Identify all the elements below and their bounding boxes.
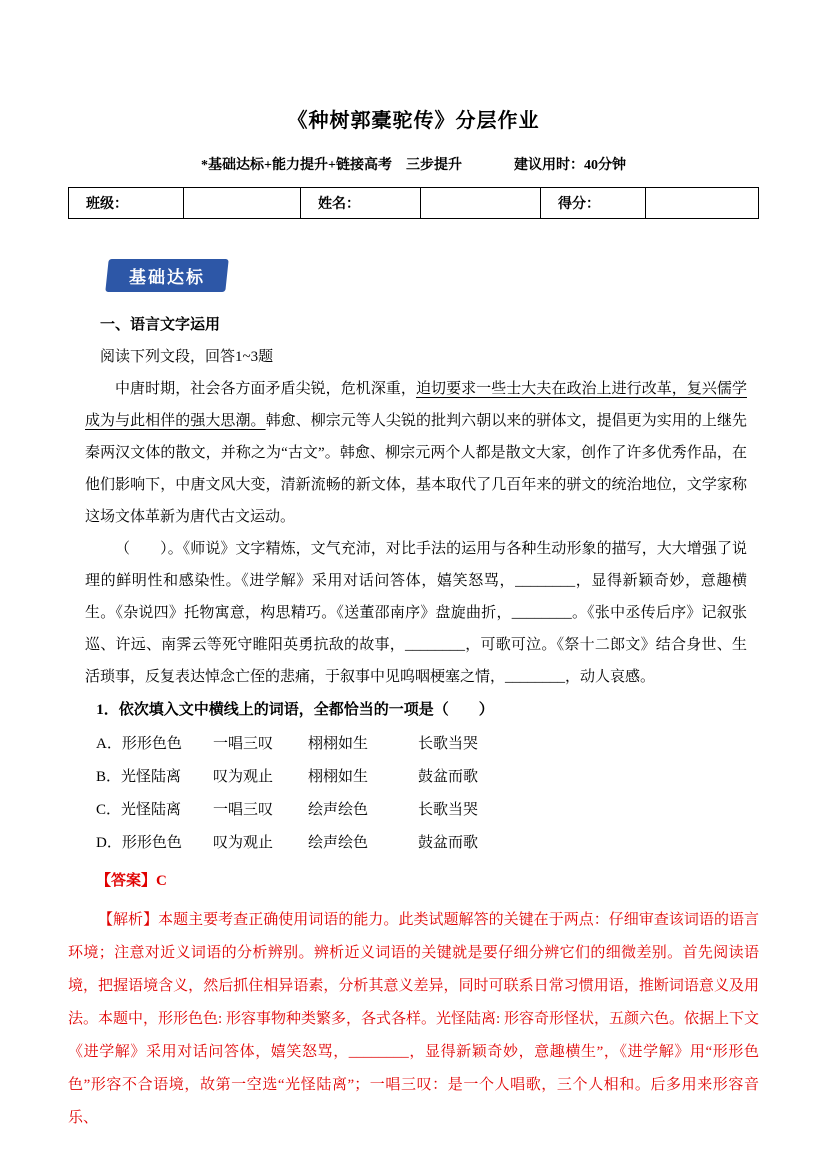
option-word: 栩栩如生 [308,768,369,785]
option-A [96,727,747,760]
name-label: 姓名： [301,188,421,219]
passage-paragraph-2: （ ）。《师说》文字精炼，文气充沛，对比手法的运用与各种生动形象的描写，大大增强了说理的鲜明性和感染性。《进学解》采用对话问答体，嬉笑怒骂，________，显得新颖奇妙，意趣横生。《杂说四》托物寓意，构思精巧。《送董邵南序》盘旋曲折，________。《张中丞传后序》记叙张巡、许远、南霁云等死守睢阳英勇抗敌的故事，________，可歌可泣。《祭十二郎文》结合身世、生活琐事，反复表达悼念亡侄的悲痛，于叙事中见呜咽梗塞之情，________，动人哀感。 [85,541,747,685]
option-label: A． [96,735,122,752]
name-value-cell [421,188,541,219]
badge-label: 基础达标 [129,268,205,287]
option-word: 鼓盆而歌 [418,834,479,851]
score-label: 得分： [541,188,646,219]
option-word: 形形色色 [121,834,182,851]
option-B [96,760,747,793]
option-word: 长歌当哭 [418,801,479,818]
question1-stem: 1．依次填入文中横线上的词语，全都恰当的一项是（ ） [96,702,494,718]
score-value-cell [646,188,759,219]
option-word: 形形色色 [121,735,182,752]
question1-options [85,727,747,859]
option-word: 绘声绘色 [308,801,369,818]
option-first [96,794,213,826]
section-badge [107,259,227,292]
section-heading: 一、语言文字运用 [100,317,221,333]
option-word: 栩栩如生 [308,735,369,752]
info-table [68,187,759,219]
option-first [96,761,213,793]
option-word: 鼓盆而歌 [418,768,479,785]
passage-intro: 阅读下列文段，回答1~3题 [100,349,274,365]
option-first [96,728,213,760]
option-word: 长歌当哭 [418,735,479,752]
page-title: 《种树郭橐驼传》分层作业 [287,110,540,132]
option-C [96,793,747,826]
subtitle-steps: 三步提升 [405,158,462,173]
passage-paragraph-1 [85,373,747,533]
option-word: 光怪陆离 [121,768,182,785]
option-word: 一唱三叹 [213,735,274,752]
content-body [0,309,827,1135]
option-word: 叹为观止 [213,768,274,785]
option-word: 绘声绘色 [308,834,369,851]
option-word: 一唱三叹 [213,801,274,818]
option-label: B． [96,768,122,785]
class-label: 班级： [69,188,184,219]
answer-line: 【答案】C [96,873,167,889]
subtitle-track: *基础达标+能力提升+链接高考 [201,158,392,173]
passage-p1-underlined: 迫切要求一些士大夫在政治上进行改革，复兴儒学成为与此相伴的强大思潮。 [85,381,747,429]
analysis-paragraph: 【解析】本题主要考查正确使用词语的能力。此类试题解答的关键在于两点：仔细审查该词语的语言环境；注意对近义词语的分析辨别。辨析近义词语的关键就是要仔细分辨它们的细微差别。首先阅读语境，把握语境含义，然后抓住相异语素，分析其意义差异，同时可联系日常习惯用语，推断词语意义及用法。本题中，形形色色: 形容事物种类繁多，各式各样。光怪陆离: 形容奇形怪状，五颜六色。依据上下文《进学解》采用对话问答体，嬉笑怒骂，________，显得新颖奇妙，意趣横生”，《进学解》用“形形色色”形容不合语境，故第一空选“光怪陆离”；一唱三叹：是一个人唱歌，三个人相和。后多用来形容音乐、 [68,912,759,1126]
option-label: C． [96,801,122,818]
option-label: D． [96,834,122,851]
passage-p1-pre: 中唐时期，社会各方面矛盾尖锐，危机深重， [115,381,416,397]
info-table-row [69,188,759,219]
passage-p1-post: 韩愈、柳宗元等人尖锐的批判六朝以来的骈体文，提倡更为实用的上继先秦两汉文体的散文，并称之为“古文”。韩愈、柳宗元两个人都是散文大家，创作了许多优秀作品，在他们影响下，中唐文风大变，清新流畅的新文体，基本取代了几百年来的骈文的统治地位，文学家称这场文体革新为唐代古文运动。 [85,413,747,525]
page-subtitle [0,154,827,174]
option-word: 叹为观止 [213,834,274,851]
option-word: 光怪陆离 [121,801,182,818]
option-D [96,826,747,859]
subtitle-time: 建议用时：40分钟 [513,158,626,173]
class-value-cell [184,188,301,219]
option-first [96,827,213,859]
